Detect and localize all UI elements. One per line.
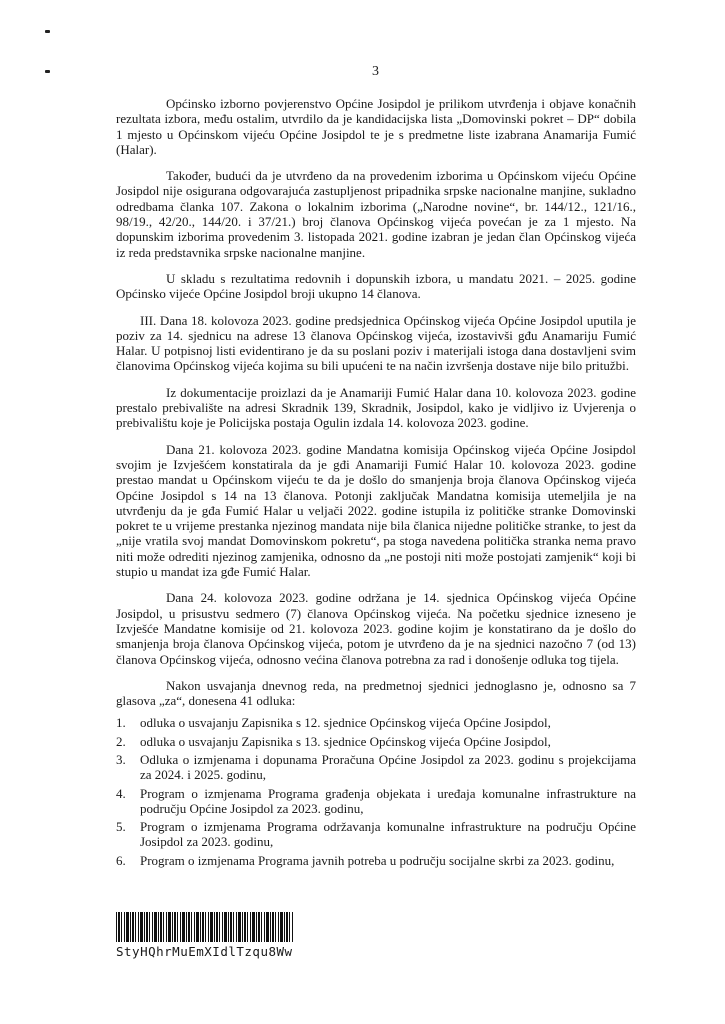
list-item-number: 5.	[116, 819, 126, 835]
paragraph: Također, budući da je utvrđeno da na provedenim izborima u Općinskom vijeću Općine Josipdol nije osigurana odgovarajuća zastupljenost pripadnika srpske nacionalne manjine, sukladno odredbama članka 107. Zakona o lokalnim izborima („Narodne novine“, br. 144/12., 121/16., 98/19., 42/20., 144/20. i 37/21.) broj članova Općinskog vijeća povećan je za 1 mjesto. Na dopunskim izborima provedenim 3. listopada 2021. godine izabran je jedan član Općinskog vijeća iz reda predstavnika srpske nacionalne manjine.	[116, 168, 636, 260]
list-item	[116, 819, 636, 850]
list-item-text: Program o izmjenama Programa javnih potreba u području socijalne skrbi za 2023. godinu,	[140, 852, 615, 868]
paragraph: Dana 24. kolovoza 2023. godine održana je 14. sjednica Općinskog vijeća Općine Josipdol, u prisustvu sedmero (7) članova Općinskog vijeća. Na početku sjednice izneseno je Izvješće Mandatne komisije od 21. kolovoza 2023. godine kojim je konstatirano da je došlo do smanjenja broja članova Općinskog vijeća, potom je utvrđeno da je na sjednici nazočno 7 (od 13) članova Općinskog vijeća, odnosno većina članova potrebna za rad i donošenje odluka tog tijela.	[116, 590, 636, 667]
list-item-text: Program o izmjenama Programa održavanja komunalne infrastrukture na području Općine Josipdol za 2023. godinu,	[140, 819, 636, 850]
list-item	[116, 853, 636, 868]
barcode	[116, 912, 294, 942]
document-body	[116, 96, 636, 871]
barcode-code: StyHQhrMuEmXIdlTzqu8Ww	[116, 944, 293, 959]
scan-mark	[45, 30, 50, 33]
list-item-number: 2.	[116, 733, 126, 749]
list-item-text: Program o izmjenama Programa građenja objekata i uređaja komunalne infrastrukture na području Općine Josipdol za 2023. godinu,	[140, 785, 636, 816]
list-item-number: 1.	[116, 715, 126, 731]
paragraph: U skladu s rezultatima redovnih i dopunskih izbora, u mandatu 2021. – 2025. godine Općinsko vijeće Općine Josipdol broji ukupno 14 članova.	[116, 270, 636, 302]
paragraph: Nakon usvajanja dnevnog reda, na predmetnoj sjednici jednoglasno je, odnosno sa 7 glasova „za“, donesena 41 odluka:	[116, 677, 636, 709]
list-item	[116, 715, 636, 730]
list-item-text: odluka o usvajanju Zapisnika s 13. sjednice Općinskog vijeća Općine Josipdol,	[140, 733, 551, 749]
page-number: 3	[372, 64, 379, 79]
list-item-text: odluka o usvajanju Zapisnika s 12. sjednice Općinskog vijeća Općine Josipdol,	[140, 715, 551, 731]
list-item	[116, 752, 636, 783]
paragraph: Iz dokumentacije proizlazi da je Anamariji Fumić Halar dana 10. kolovoza 2023. godine prestalo prebivalište na adresi Skradnik 139, Skradnik, Josipdol, kako je vidljivo iz Uvjerenja o prebivalištu koje je Policijska postaja Ogulin izdala 14. kolovoza 2023. godine.	[116, 384, 636, 431]
list-item-number: 3.	[116, 751, 126, 767]
decision-list	[116, 715, 636, 868]
list-item	[116, 786, 636, 817]
paragraph: III. Dana 18. kolovoza 2023. godine predsjednica Općinskog vijeća Općine Josipdol uputila je poziv za 14. sjednicu na adrese 13 članova Općinskog vijeća, izostavivši gđu Anamariju Fumić Halar. U potpisnoj listi evidentirano je da su poslani poziv i materijali istoga dana dostavljeni svim članovima Općinskog vijeća kojima su bili upućeni te na način izvršenja dostave nije bilo pritužbi.	[116, 312, 636, 374]
paragraph: Općinsko izborno povjerenstvo Općine Josipdol je prilikom utvrđenja i objave konačnih rezultata izbora, među ostalim, utvrdilo da je kandidacijska lista „Domovinski pokret – DP“ dobila 1 mjesto u Općinskom vijeću Općine Josipdol te je s predmetne liste izabrana Anamarija Fumić (Halar).	[116, 96, 636, 157]
list-item	[116, 734, 636, 749]
paragraph: Dana 21. kolovoza 2023. godine Mandatna komisija Općinskog vijeća Općine Josipdol svojim je Izvješćem konstatirala da je gđi Anamariji Fumić Halar 10. kolovoza 2023. godine prestao mandat u Općinskom vijeću te da je došlo do smanjenja broja članova Općinskog vijeća Općine Josipdol s 14 na 13 članova. Potonji zaključak Mandatna komisija utemeljila je na utvrđenju da je gđa Fumić Halar u veljači 2022. godine istupila iz političke stranke Domovinski pokret te u vrijeme prestanka njezinog mandata nije bila članica nijedne političke stranke, to jest da „nije vratila svoj mandat Domovinskom pokretu“, pa stoga navedena politička stranka nema pravo niti može odrediti njezinog zamjenika, odnosno da „ne postoji niti može postojati zamjenik“ koji bi stupio u mandat iza gđe Fumić Halar.	[116, 441, 636, 580]
list-item-number: 4.	[116, 785, 126, 801]
list-item-number: 6.	[116, 852, 126, 868]
list-item-text: Odluka o izmjenama i dopunama Proračuna Općine Josipdol za 2023. godinu s projekcijama za 2024. i 2025. godinu,	[140, 751, 636, 783]
scan-mark	[45, 70, 50, 73]
